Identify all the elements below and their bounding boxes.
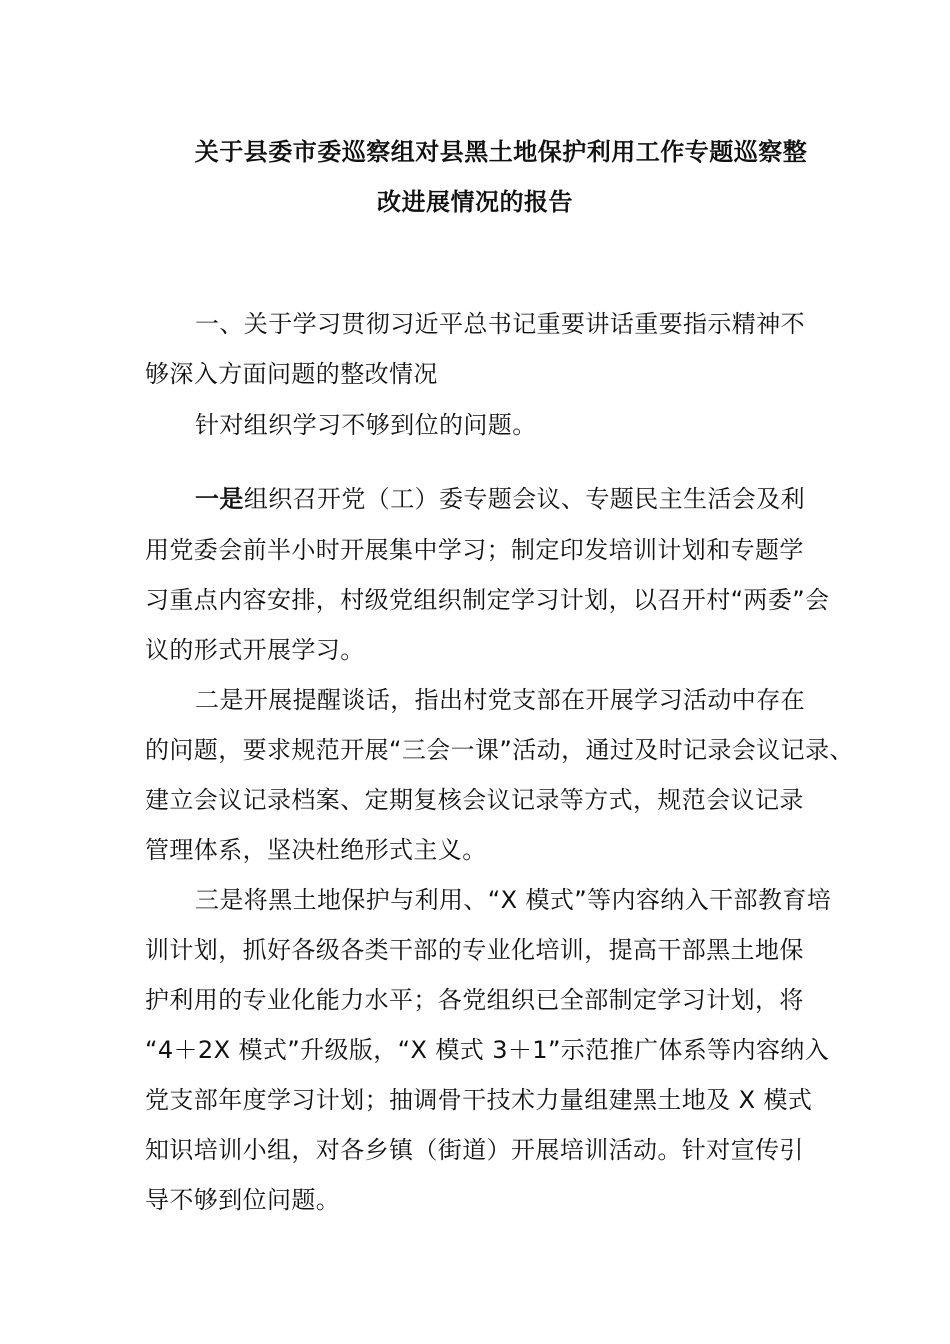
section-heading-line-2: 够深入方面问题的整改情况: [145, 360, 438, 388]
item-3-line-6: 知识培训小组，对各乡镇（街道）开展培训活动。针对宣传引: [145, 1136, 804, 1164]
document-title-line-2: 改进展情况的报告: [377, 188, 573, 216]
item-2-line-2: 的问题，要求规范开展“三会一课”活动，通过及时记录会议记录、: [145, 736, 854, 764]
item-2-line-4: 管理体系，坚决杜绝形式主义。: [145, 836, 487, 864]
item-3-line-1: 三是将黑土地保护与利用、“X 模式”等内容纳入干部教育培: [195, 886, 832, 914]
item-2-line-1: 二是开展提醒谈话，指出村党支部在开展学习活动中存在: [195, 686, 805, 714]
item-3-line-2: 训计划，抓好各级各类干部的专业化培训，提高干部黑土地保: [145, 936, 804, 964]
item-3-line-5: 党支部年度学习计划；抽调骨干技术力量组建黑土地及 X 模式: [145, 1086, 813, 1114]
item-1-line-2: 用党委会前半小时开展集中学习；制定印发培训计划和专题学: [145, 536, 804, 564]
section-heading-line-1: 一、关于学习贯彻习近平总书记重要讲话重要指示精神不: [195, 310, 805, 338]
item-3-line-3: 护利用的专业化能力水平；各党组织已全部制定学习计划，将: [145, 986, 804, 1014]
item-3-line-4: “4＋2X 模式”升级版，“X 模式 3＋1”示范推广体系等内容纳入: [145, 1036, 830, 1064]
item-1-line-1-text: 组织召开党（工）委专题会议、专题民主生活会及利: [243, 485, 806, 513]
item-1-lead: 一是: [195, 485, 244, 513]
section-intro: 针对组织学习不够到位的问题。: [195, 411, 537, 439]
item-1-line-4: 议的形式开展学习。: [145, 636, 365, 664]
document-title-line-1: 关于县委市委巡察组对县黑土地保护利用工作专题巡察整: [194, 138, 808, 166]
item-2-line-3: 建立会议记录档案、定期复核会议记录等方式，规范会议记录: [145, 786, 804, 814]
item-1-line-1: [195, 484, 805, 514]
item-1-line-3: 习重点内容安排，村级党组织制定学习计划，以召开村“两委”会: [145, 586, 830, 614]
item-3-line-7: 导不够到位问题。: [145, 1186, 341, 1214]
